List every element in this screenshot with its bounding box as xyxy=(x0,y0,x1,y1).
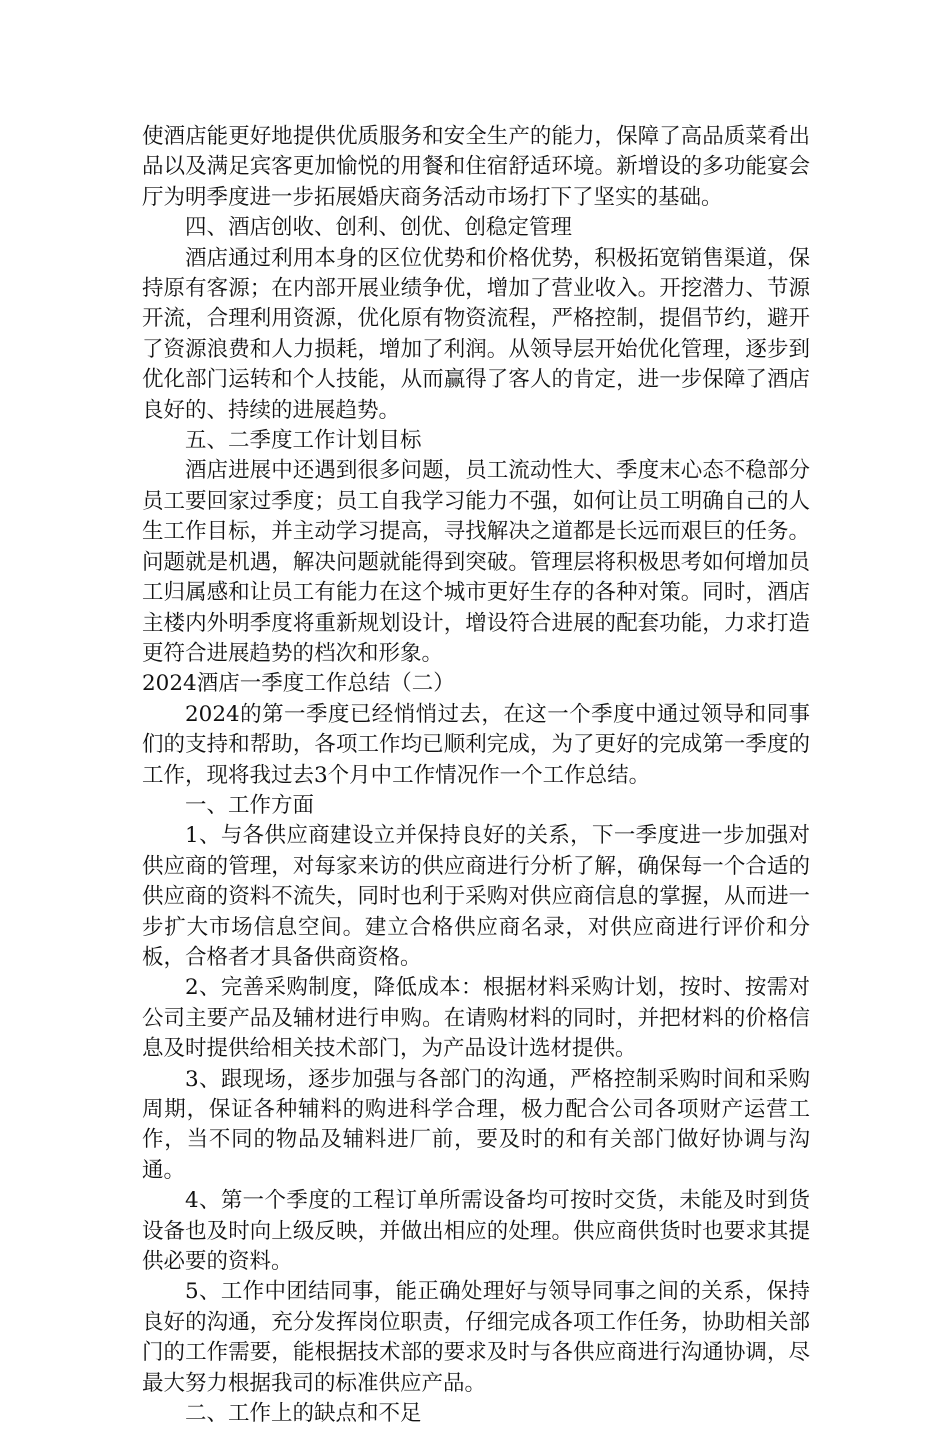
list-item: 3、跟现场，逐步加强与各部门的沟通，严格控制采购时间和采购周期，保证各种辅料的购进科学合理，极力配合公司各项财产运营工作，当不同的物品及辅料进厂前，要及时的和有关部门做好协调与沟通。 xyxy=(142,1066,810,1183)
list-item: 5、工作中团结同事，能正确处理好与领导同事之间的关系，保持良好的沟通，充分发挥岗位职责，仔细完成各项工作任务，协助相关部门的工作需要，能根据技术部的要求及时与各供应商进行沟通协调，尽最大努力根据我司的标准供应产品。 xyxy=(142,1279,810,1396)
section-heading-4: 四、酒店创收、创利、创优、创稳定管理 xyxy=(185,215,573,241)
paragraph: 酒店通过利用本身的区位优势和价格优势，积极拓宽销售渠道，保持原有客源；在内部开展业绩争优，增加了营业收入。开挖潜力、节源开流，合理利用资源，优化原有物资流程，严格控制，提倡节约，避开了资源浪费和人力损耗，增加了利润。从领导层开始优化管理，逐步到优化部门运转和个人技能，从而赢得了客人的肯定，进一步保障了酒店良好的、持续的进展趋势。 xyxy=(142,245,810,423)
list-item: 1、与各供应商建设立并保持良好的关系，下一季度进一步加强对供应商的管理，对每家来访的供应商进行分析了解，确保每一个合适的供应商的资料不流失，同时也利于采购对供应商信息的掌握，从而进一步扩大市场信息空间。建立合格供应商名录，对供应商进行评价和分板，合格者才具备供商资格。 xyxy=(142,823,810,970)
paragraph: 酒店进展中还遇到很多问题，员工流动性大、季度末心态不稳部分员工要回家过季度；员工自我学习能力不强，如何让员工明确自己的人生工作目标，并主动学习提高，寻找解决之道都是长远而艰巨的任务。问题就是机遇，解决问题就能得到突破。管理层将积极思考如何增加员工归属感和让员工有能力在这个城市更好生存的各种对策。同时，酒店主楼内外明季度将重新规划设计，增设符合进展的配套功能，力求打造更符合进展趋势的档次和形象。 xyxy=(142,458,810,666)
section-heading-2: 二、工作上的缺点和不足 xyxy=(185,1401,422,1427)
document-body xyxy=(142,122,810,1429)
list-item: 4、第一个季度的工程订单所需设备均可按时交货，未能及时到货设备也及时向上级反映，并做出相应的处理。供应商供货时也要求其提供必要的资料。 xyxy=(142,1188,810,1275)
list-item: 2、完善采购制度，降低成本：根据材料采购计划，按时、按需对公司主要产品及辅材进行申购。在请购材料的同时，并把材料的价格信息及时提供给相关技术部门，为产品设计选材提供。 xyxy=(142,975,810,1062)
section-heading-1: 一、工作方面 xyxy=(185,792,315,818)
paragraph: 2024的第一季度已经悄悄过去，在这一个季度中通过领导和同事们的支持和帮助，各项工作均已顺利完成，为了更好的完成第一季度的工作，现将我过去3个月中工作情况作一个工作总结。 xyxy=(142,701,810,788)
section-heading-5: 五、二季度工作计划目标 xyxy=(185,428,422,454)
paragraph-continuation: 使酒店能更好地提供优质服务和安全生产的能力，保障了高品质菜肴出品以及满足宾客更加愉悦的用餐和住宿舒适环境。新增设的多功能宴会厅为明季度进一步拓展婚庆商务活动市场打下了坚实的基础。 xyxy=(142,124,810,210)
document-title: 2024酒店一季度工作总结（二） xyxy=(142,671,455,697)
